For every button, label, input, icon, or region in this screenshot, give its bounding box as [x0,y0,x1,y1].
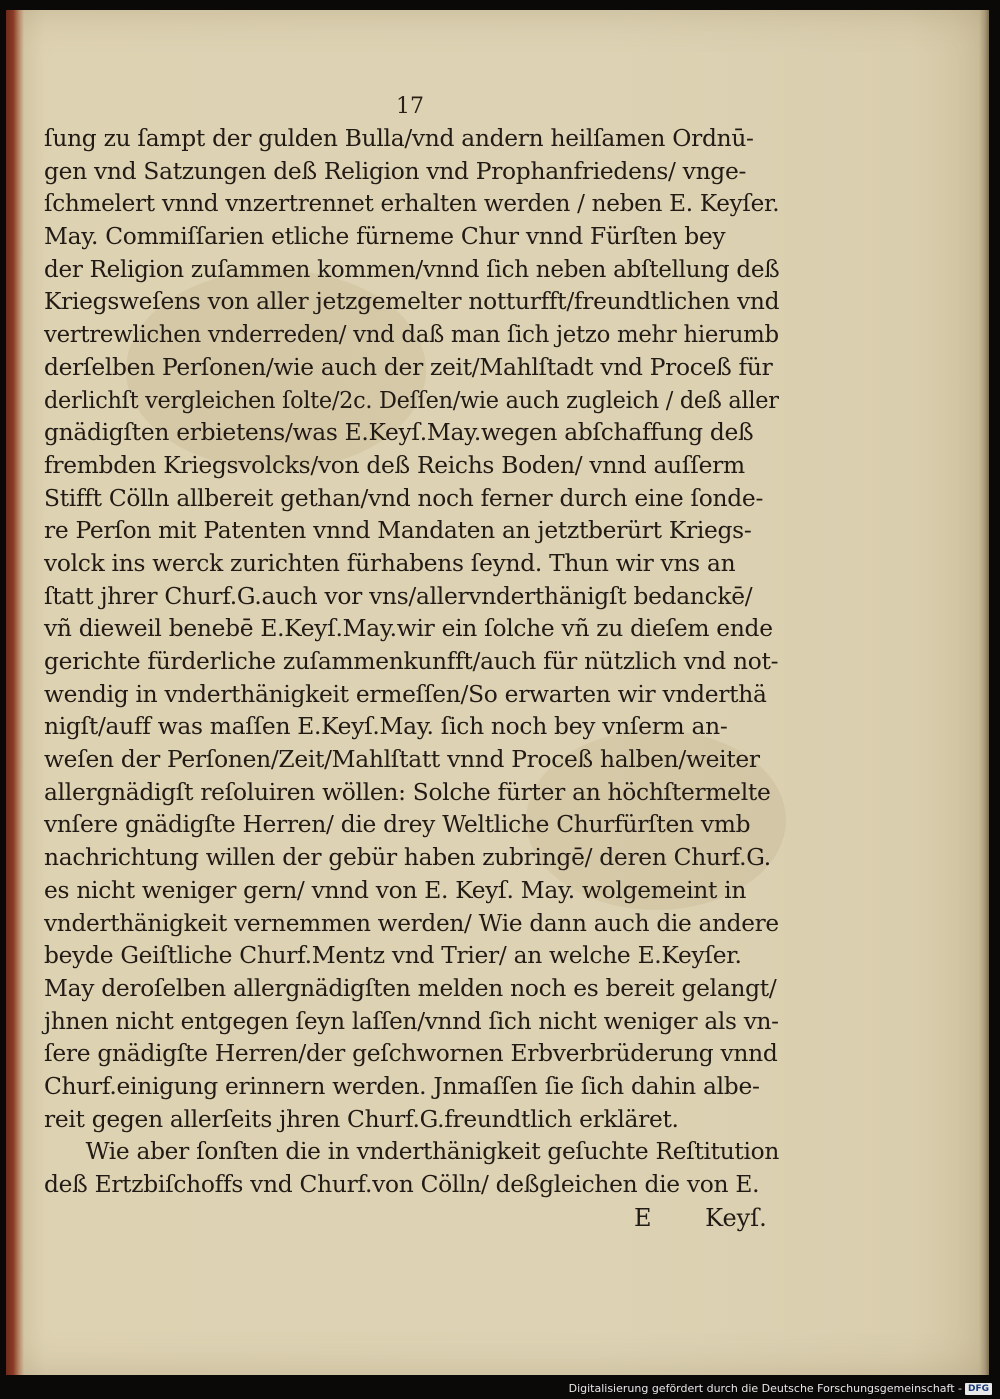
signature-mark: E [634,1204,652,1232]
text-line: Wie aber ſonſten die in vnderthänigkeit geſuchte Reſtitution [85,1137,780,1166]
page-binding-edge [6,10,24,1375]
text-line: gen vnd Satzungen deß Religion vnd Prophanfriedens/ vnge- [44,156,747,185]
text-line: gerichte fürderliche zuſammenkunfft/auch für nützlich vnd not- [44,647,779,675]
text-line: ſtatt jhrer Churf.G.auch vor vns/allervnderthänigſt bedanckē/ [44,581,753,610]
text-line: vñ dieweil benebē E.Keyſ.May.wir ein ſolche vñ zu dieſem ende [44,614,773,643]
dfg-logo: DFG [965,1383,992,1395]
text-line: derſelben Perſonen/wie auch der zeit/Mahlſtadt vnd Proceß für [44,352,773,381]
text-line: May deroſelben allergnädigſten melden noch es bereit gelangt/ [44,973,777,1002]
text-line: gnädigſten erbietens/was E.Keyſ.May.wegen abſchaffung deß [44,418,754,447]
text-line: beyde Geiſtliche Churf.Mentz vnd Trier/ an welche E.Keyſer. [44,941,742,970]
book-page [6,10,989,1375]
catchwords [634,1204,767,1232]
text-line: nigſt/auff was maſſen E.Keyſ.May. ſich noch bey vnſerm an- [44,712,728,741]
text-line: deß Ertzbiſchoffs vnd Churf.von Cölln/ deßgleichen die von E. [44,1170,760,1198]
text-line: re Perſon mit Patenten vnnd Mandaten an jetztberürt Kriegs- [44,516,752,545]
catchword: Keyſ. [705,1204,767,1232]
text-line: Stifft Cölln allbereit gethan/vnd noch ferner durch eine ſonde- [44,483,764,512]
text-line: derlichſt vergleichen ſolte/2c. Deſſen/wie auch zugleich / deß aller [44,385,779,414]
text-line: nachrichtung willen der gebür haben zubringē/ deren Churf.G. [44,843,771,872]
credit-text: Digitalisierung gefördert durch die Deutsche Forschungsgemeinschaft - [568,1382,962,1395]
text-line: vnderthänigkeit vernemmen werden/ Wie dann auch die andere [44,908,779,937]
page-number: 17 [396,94,424,119]
text-line: es nicht weniger gern/ vnnd von E. Keyſ. May. wolgemeint in [44,875,747,904]
text-line: Kriegsweſens von aller jetzgemelter notturfft/freundtlichen vnd [44,287,780,316]
text-line: weſen der Perſonen/Zeit/Mahlſtatt vnnd Proceß halben/weiter [44,745,760,774]
text-line: ſung zu ſampt der gulden Bulla/vnd andern heilſamen Ordnū- [44,124,754,152]
page-fore-edge [979,10,989,1375]
body-text [44,122,784,1201]
text-line: frembden Kriegsvolcks/von deß Reichs Boden/ vnnd auſſerm [44,450,745,479]
text-line: ſchmelert vnnd vnzertrennet erhalten werden / neben E. Keyſer. [44,189,780,218]
text-line: volck ins werck zurichten fürhabens ſeynd. Thun wir vns an [44,548,736,577]
text-line: Churf.einigung erinnern werden. Jnmaſſen ſie ſich dahin albe- [44,1071,760,1100]
text-line: ſere gnädigſte Herren/der geſchwornen Erbverbrüderung vnnd [44,1039,778,1068]
text-line: jhnen nicht entgegen ſeyn laſſen/vnnd ſich nicht weniger als vn- [44,1006,779,1035]
digitization-credit [569,1382,992,1395]
text-line: vnſere gnädigſte Herren/ die drey Weltliche Churfürſten vmb [44,810,751,839]
text-line: reit gegen allerſeits jhren Churf.G.freundtlich erkläret. [44,1104,679,1133]
text-line: vertrewlichen vnderreden/ vnd daß man ſich jetzo mehr hierumb [44,320,779,349]
text-line: allergnädigſt reſoluiren wöllen: Solche fürter an höchſtermelte [44,777,771,806]
text-line: May. Commiſſarien etliche fürneme Chur vnnd Fürſten bey [44,222,726,251]
text-line: wendig in vnderthänigkeit ermeſſen/So erwarten wir vnderthä [44,679,767,708]
text-line: der Religion zuſammen kommen/vnnd ſich neben abſtellung deß [44,254,780,283]
